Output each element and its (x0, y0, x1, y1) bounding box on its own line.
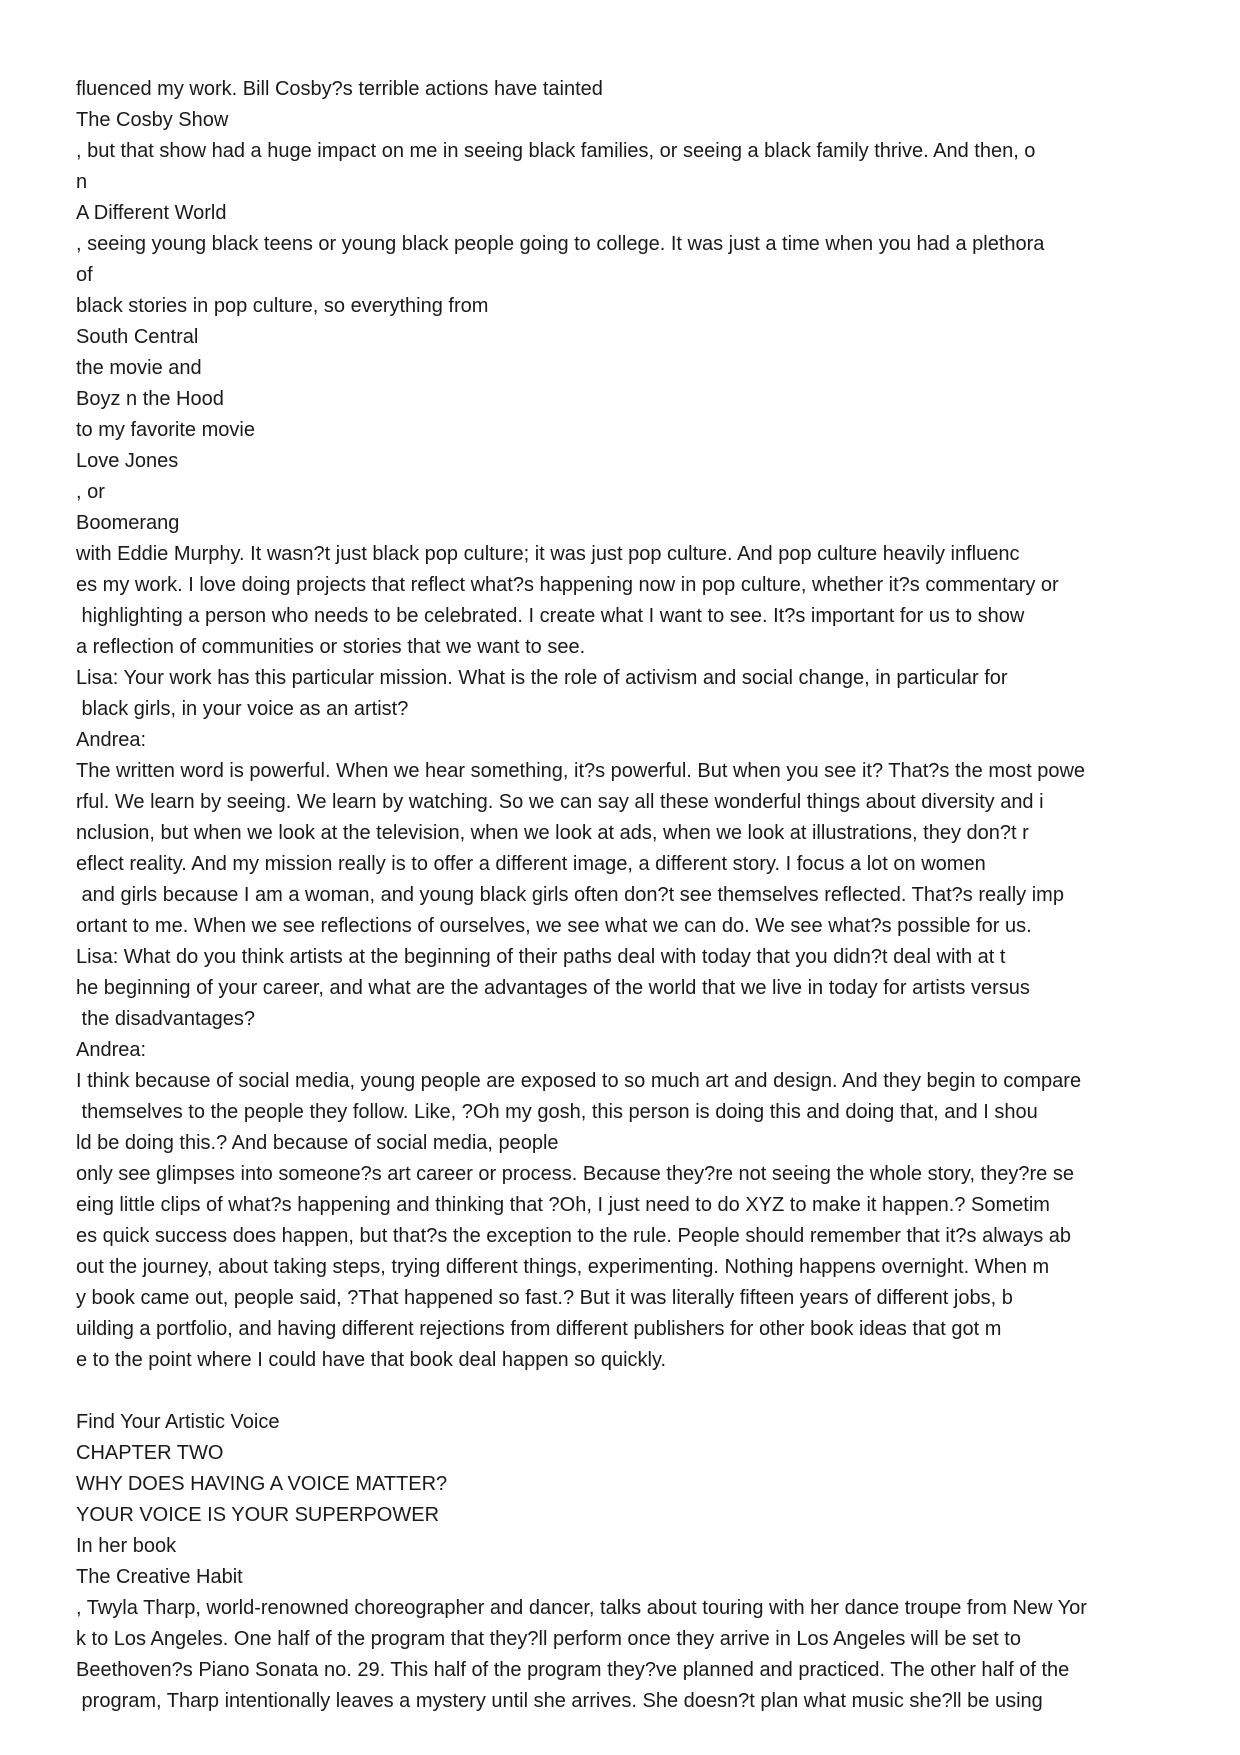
text-line: eflect reality. And my mission really is to offer a different image, a different story. I focus a lot on women (76, 853, 986, 875)
text-line: Boyz n the Hood (76, 388, 224, 410)
text-line: In her book (76, 1535, 177, 1557)
text-line: program, Tharp intentionally leaves a mystery until she arrives. She doesn?t plan what music she?ll be using (76, 1690, 1043, 1712)
text-line: out the journey, about taking steps, trying different things, experimenting. Nothing happens overnight. When m (76, 1256, 1050, 1278)
text-line: eing little clips of what?s happening and thinking that ?Oh, I just need to do XYZ to make it happen.? Sometim (76, 1194, 1050, 1216)
text-line: CHAPTER TWO (76, 1442, 224, 1464)
text-line: themselves to the people they follow. Like, ?Oh my gosh, this person is doing this and doing that, and I shou (76, 1101, 1038, 1123)
text-line: Andrea: (76, 1039, 147, 1061)
text-line: n (76, 171, 88, 193)
text-line: , Twyla Tharp, world-renowned choreographer and dancer, talks about touring with her dance troupe from New Yor (76, 1597, 1087, 1619)
interview-text-block (76, 74, 1196, 1376)
text-line: and girls because I am a woman, and young black girls often don?t see themselves reflected. That?s really imp (76, 884, 1064, 906)
text-line: ld be doing this.? And because of social media, people (76, 1132, 559, 1154)
text-line: nclusion, but when we look at the television, when we look at ads, when we look at illustrations, they don?t r (76, 822, 1029, 844)
text-line: Boomerang (76, 512, 180, 534)
text-line: black stories in pop culture, so everything from (76, 295, 489, 317)
text-line: fluenced my work. Bill Cosby?s terrible actions have tainted (76, 78, 603, 100)
text-line: , but that show had a huge impact on me in seeing black families, or seeing a black family thrive. And then, o (76, 140, 1036, 162)
text-line: The Creative Habit (76, 1566, 243, 1588)
text-line: Beethoven?s Piano Sonata no. 29. This half of the program they?ve planned and practiced. The other half of the (76, 1659, 1070, 1681)
paragraph-gap (76, 1376, 1196, 1407)
text-line: A Different World (76, 202, 227, 224)
text-line: WHY DOES HAVING A VOICE MATTER? (76, 1473, 448, 1495)
text-line: es my work. I love doing projects that reflect what?s happening now in pop culture, whether it?s commentary or (76, 574, 1059, 596)
text-line: he beginning of your career, and what are the advantages of the world that we live in today for artists versus (76, 977, 1030, 999)
text-line: es quick success does happen, but that?s the exception to the rule. People should remember that it?s always ab (76, 1225, 1072, 1247)
chapter-text-block (76, 1407, 1196, 1717)
text-line: uilding a portfolio, and having different rejections from different publishers for other book ideas that got m (76, 1318, 1002, 1340)
text-line: Lisa: Your work has this particular mission. What is the role of activism and social change, in particular for (76, 667, 1008, 689)
text-line: , or (76, 481, 105, 503)
text-line: the movie and (76, 357, 202, 379)
text-line: k to Los Angeles. One half of the program that they?ll perform once they arrive in Los Angeles will be set to (76, 1628, 1021, 1650)
text-line: , seeing young black teens or young black people going to college. It was just a time when you had a plethora (76, 233, 1045, 255)
text-line: black girls, in your voice as an artist? (76, 698, 409, 720)
text-line: Find Your Artistic Voice (76, 1411, 280, 1433)
text-line: Andrea: (76, 729, 147, 751)
text-line: ortant to me. When we see reflections of ourselves, we see what we can do. We see what?s possible for us. (76, 915, 1032, 937)
text-line: only see glimpses into someone?s art career or process. Because they?re not seeing the whole story, they?re se (76, 1163, 1074, 1185)
text-line: YOUR VOICE IS YOUR SUPERPOWER (76, 1504, 440, 1526)
text-line: of (76, 264, 93, 286)
text-line: South Central (76, 326, 199, 348)
text-line: a reflection of communities or stories that we want to see. (76, 636, 586, 658)
text-line: with Eddie Murphy. It wasn?t just black pop culture; it was just pop culture. And pop culture heavily influenc (76, 543, 1020, 565)
text-line: Love Jones (76, 450, 179, 472)
text-line: rful. We learn by seeing. We learn by watching. So we can say all these wonderful things about diversity and i (76, 791, 1044, 813)
text-line: y book came out, people said, ?That happened so fast.? But it was literally fifteen years of different jobs, b (76, 1287, 1013, 1309)
document-page (76, 74, 1196, 1717)
text-line: The Cosby Show (76, 109, 229, 131)
text-line: the disadvantages? (76, 1008, 256, 1030)
text-line: to my favorite movie (76, 419, 255, 441)
text-line: highlighting a person who needs to be celebrated. I create what I want to see. It?s important for us to show (76, 605, 1025, 627)
text-line: e to the point where I could have that book deal happen so quickly. (76, 1349, 667, 1371)
text-line: I think because of social media, young people are exposed to so much art and design. And they begin to compare (76, 1070, 1082, 1092)
text-line: The written word is powerful. When we hear something, it?s powerful. But when you see it? That?s the most powe (76, 760, 1086, 782)
text-line: Lisa: What do you think artists at the beginning of their paths deal with today that you didn?t deal with at t (76, 946, 1006, 968)
